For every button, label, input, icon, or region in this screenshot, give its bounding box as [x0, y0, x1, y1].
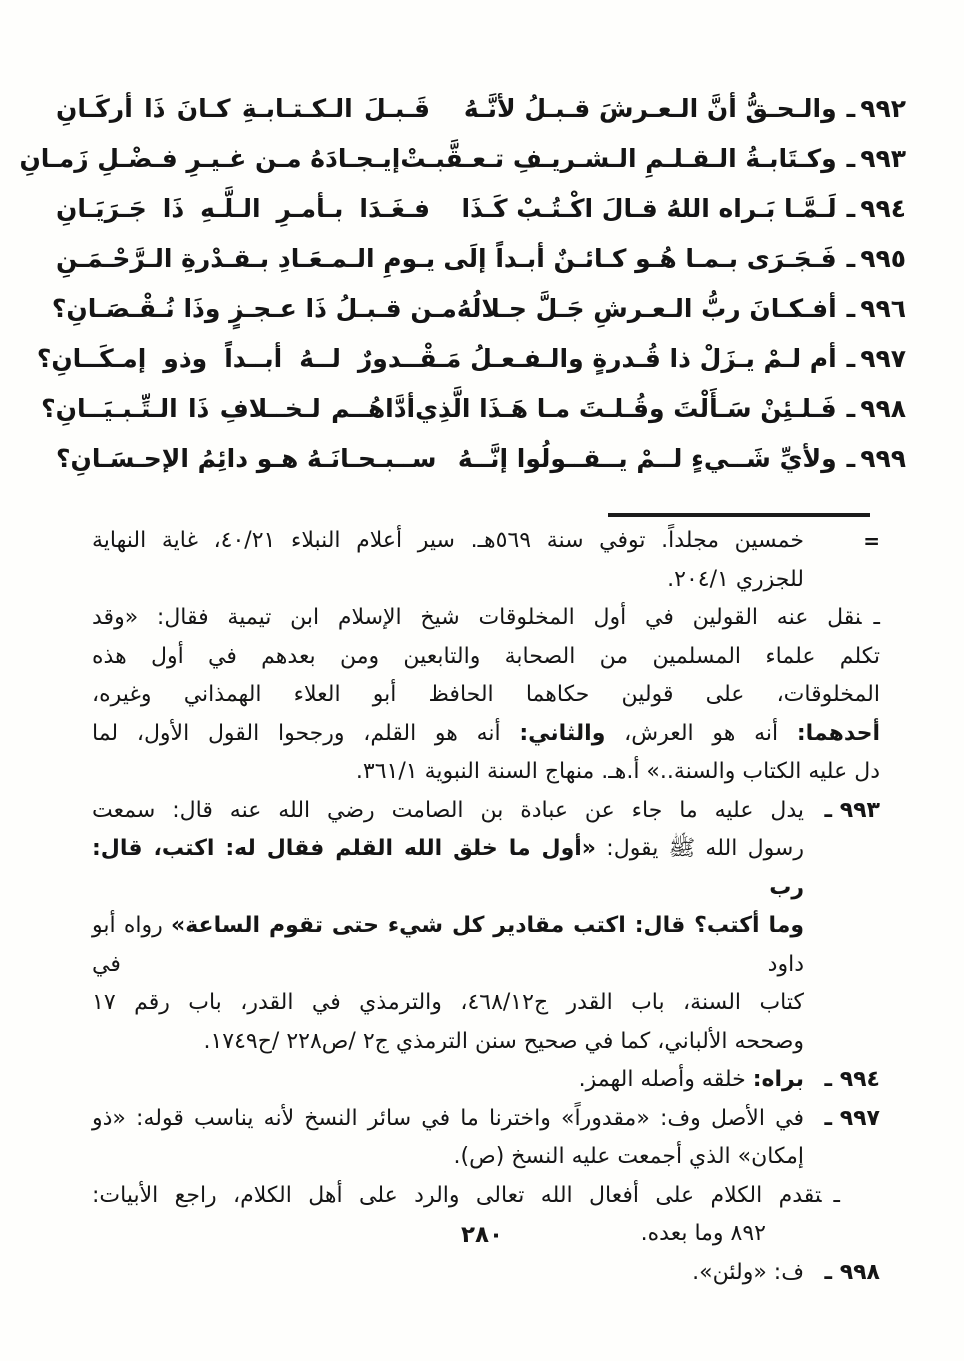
- verse-number: ٩٩٢: [860, 94, 906, 123]
- verse-first-half: [400, 144, 906, 173]
- verse-number: ٩٩٥: [860, 244, 906, 273]
- verse-number-dash: ـ: [846, 94, 856, 123]
- hemistich-second: ســبـحـانَـهُ هـو دائِمُ الإحـسَـانِ؟: [56, 444, 437, 473]
- footnote-line: [92, 599, 880, 638]
- footnote-segment: تقدم الكلام على أفعال الله تعالى والرد على أهل الكلام، راجع الأبيات:: [92, 1182, 822, 1208]
- verse-number: ٩٩٣: [860, 144, 906, 173]
- footnote-block: [92, 522, 880, 599]
- hemistich-first: لَـمَّـا بَـراه اللهُ قـالَ اكْـتُـبْ كَـذَا: [461, 194, 837, 223]
- footnote-block: [92, 792, 880, 1062]
- verse-number: ٩٩٨: [860, 394, 906, 423]
- verse-second-half: [56, 194, 430, 223]
- footnote-line: [92, 792, 880, 831]
- hemistich-second: إيـجـادَهُ مـن غـيـرِ فـضْـلِ زَمـانِ: [19, 144, 401, 173]
- footnote-dash-marker: ـ: [873, 605, 880, 630]
- footnote-line: [92, 561, 880, 600]
- footnote-number: ٩٩٤ ـ: [824, 1067, 880, 1092]
- footnote-block: [92, 1061, 880, 1100]
- footnote-segment: خمسين مجلداً. توفي سنة ٥٦٩هـ. سير أعلام النبلاء ٤٠/٢١، غاية النهاية: [92, 528, 804, 553]
- verse-first-half: [443, 244, 906, 273]
- footnote-segment: يدل عليه ما جاء عن عبادة بن الصامت رضي الله عنه قال: سمعت: [92, 797, 804, 823]
- footnote-line: [92, 1023, 880, 1062]
- verse-row: [41, 394, 906, 444]
- verse-row: [36, 344, 906, 394]
- footnote-line: [92, 907, 880, 984]
- footnote-segment: إمكان» الذي أجمعت عليه النسخ (ص).: [453, 1144, 804, 1169]
- footnote-block: [92, 599, 880, 792]
- footnote-number: ٩٩٧ ـ: [824, 1105, 880, 1131]
- footnote-text: [92, 792, 804, 831]
- footnote-line: [92, 1061, 880, 1100]
- footnote-text: [92, 1254, 804, 1293]
- verse-second-half: [37, 344, 411, 373]
- footnote-segment: ٨٩٢ وما بعده.: [640, 1221, 766, 1246]
- footnote-text: [92, 1100, 804, 1139]
- footnote-number: ٩٩٨ ـ: [824, 1259, 880, 1285]
- verse-first-half: [457, 294, 906, 323]
- footnote-line: [92, 522, 880, 561]
- verse-number-dash: ـ: [846, 344, 856, 373]
- verse-first-half: [411, 344, 906, 373]
- verse-first-half: [461, 194, 906, 223]
- hemistich-second: ـدورٌ لــهُ أبــداً وذو إمـكَــانِ؟: [36, 344, 411, 373]
- footnote-segment: للجزري ٢٠٤/١.: [667, 566, 804, 592]
- verse-second-half: [56, 244, 435, 273]
- page-number: ٢٨٠: [460, 1222, 504, 1248]
- footnote-segment-bold: براه:: [752, 1067, 804, 1092]
- hemistich-first: أم لـمْ يـزَلْ ذا قُـدرةٍ والـفـعـلُ مَـقْـ: [410, 344, 837, 373]
- verse-number-dash: ـ: [846, 294, 856, 323]
- verse-first-half: [464, 94, 906, 123]
- verse-number: ٩٩٩: [860, 444, 906, 473]
- hemistich-first: ولأيِّ شَــيءٍ لــمْ يــقــولُوا إنَّــهُ: [457, 444, 837, 473]
- verse-number: ٩٩٧: [860, 344, 906, 373]
- footnote-segment-bold: أحدهما:: [796, 720, 880, 746]
- footnote-segment: ف: «ولئن».: [692, 1259, 804, 1285]
- verse-row: [56, 244, 906, 294]
- footnote-segment: أنه هو القلم، ورجحوا القول الأول، لما: [92, 720, 520, 746]
- footnote-line: [92, 715, 880, 754]
- hemistich-second: قَـبـلَ الـكـتـابـةِ كـانَ ذَا أركَـانِ: [56, 94, 430, 123]
- hemistich-second: يـومِ الـمـعَـادِ بـقـدْرةِ الـرَّحْـمَـنِ: [56, 244, 436, 273]
- footnote-segment: دل عليه الكتاب والسنة..» أ.هـ. منهاج السنة النبوية ٣٦١/١.: [355, 759, 880, 784]
- footnote-line: [92, 1100, 880, 1139]
- verse-first-half: [415, 394, 906, 423]
- footnote-block: [92, 1254, 880, 1293]
- footnote-segment: خلقه وأصله الهمز.: [578, 1067, 753, 1092]
- footnote-separator-rule: [608, 513, 870, 517]
- hemistich-first: والـحـقُّ أنَّ الـعـرشَ قـبـلُ لأنَّـهُ: [463, 94, 837, 123]
- footnotes-section: [92, 522, 880, 1292]
- hemistich-first: أفـكـانَ ربُّ الـعـرشِ جَـلَّ جـلالُهُ: [456, 294, 837, 323]
- verse-number-dash: ـ: [846, 144, 856, 173]
- footnote-line: [92, 1254, 880, 1293]
- verse-second-half: [56, 444, 436, 473]
- verse-row: [51, 294, 906, 344]
- hemistich-first: فَـجَـرَى بـمـا هُـو كـائـنٌ أبـداً إلَى: [443, 244, 837, 273]
- verse-number-dash: ـ: [846, 194, 856, 223]
- footnote-text: [92, 1061, 804, 1100]
- verse-number-dash: ـ: [846, 394, 856, 423]
- hadith-text-bold: «أول ما خلق الله القلم فقال له: اكتب، قال: رب: [92, 836, 804, 900]
- verse-number-dash: ـ: [846, 244, 856, 273]
- verse-number: ٩٩٤: [860, 194, 906, 223]
- verse-row: [19, 144, 906, 194]
- footnote-continuation-marker: =: [863, 529, 880, 553]
- footnote-segment: رواه أبو داود في: [92, 913, 804, 977]
- hemistich-first: فَـلـئِنْ سَـأَلْتَ وقُـلـتَ مـا هَـذَا الَّذِي: [415, 394, 837, 423]
- footnote-line: [92, 638, 880, 677]
- hemistich-first: وكـتَابـةُ الـقـلـمِ الـشـريـفِ تـعـقَّبـتْ: [400, 144, 837, 173]
- verse-first-half: [458, 444, 906, 473]
- footnote-number: ٩٩٣ ـ: [824, 797, 880, 823]
- hemistich-second: مـن قـبـلُ ذَا عـجـزٍ وذَا نُـقْـصَـانِ؟: [51, 294, 457, 323]
- footnote-segment: رسول الله ﷺ يقول:: [596, 836, 804, 861]
- footnote-line: [92, 753, 880, 792]
- footnote-segment-bold: والثاني:: [519, 720, 606, 746]
- verse-second-half: [19, 144, 400, 173]
- verse-second-half: [52, 294, 457, 323]
- poem-section: [19, 94, 906, 494]
- verse-second-half: [56, 94, 430, 123]
- verse-row: [56, 94, 906, 144]
- footnote-segment: وصححه الألباني، كما في صحيح سنن الترمذي ج٢ /ص٢٢٨ /ح١٧٤٩.: [203, 1028, 804, 1054]
- hemistich-second: أدَّاهُــم لـخــلافِ ذَا الـتِّـبـيَــانِ؟: [41, 394, 416, 423]
- footnote-line: [92, 1177, 880, 1216]
- hemistich-second: فـغَـدَا بـأمـرِ الـلَّـهِ ذَا جَـرَيَـانِ: [56, 194, 430, 223]
- verse-row: [56, 194, 906, 244]
- footnote-segment: في الأصل وف: «مقدوراً» واخترنا ما في سائر النسخ لأنه يناسب قوله: «ذو: [92, 1105, 804, 1131]
- verse-second-half: [41, 394, 415, 423]
- footnote-segment: تكلم علماء المسلمين من الصحابة والتابعين ومن بعدهم في أول هذه: [92, 643, 880, 669]
- footnote-segment: نقل عنه القولين في أول المخلوقات شيخ الإسلام ابن تيمية فقال: «وقد: [92, 605, 862, 630]
- footnote-line: [92, 984, 880, 1023]
- footnote-line: [92, 676, 880, 715]
- footnote-line: [92, 1138, 880, 1177]
- footnote-segment: المخلوقات، على قولين حكاهما الحافظ أبو العلاء الهمذاني وغيره،: [92, 682, 880, 707]
- footnote-segment: أنه هو العرش،: [605, 720, 797, 746]
- verse-row: [56, 444, 906, 494]
- footnote-dash-marker: ـ: [833, 1182, 840, 1208]
- hadith-text-bold: وما أكتب؟ قال: اكتب مقادير كل شيء حتى تقوم الساعة»: [171, 913, 804, 938]
- footnote-segment: كتاب السنة، باب القدر ج٤٦٨/١٢، والترمذي في القدر، باب رقم ١٧: [92, 990, 804, 1015]
- footnote-text: [92, 522, 804, 561]
- verse-number-dash: ـ: [846, 444, 856, 473]
- verse-number: ٩٩٦: [860, 294, 906, 323]
- footnote-line: [92, 830, 880, 907]
